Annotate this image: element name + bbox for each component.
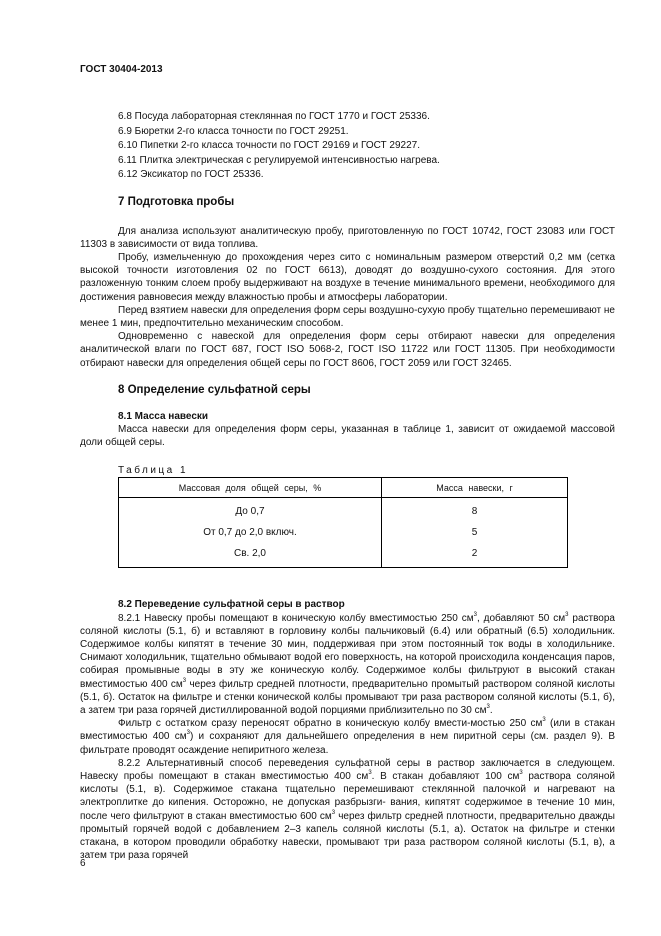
table-caption: Таблица 1 (118, 465, 189, 477)
list-item: 6.12 Эксикатор по ГОСТ 25336. (118, 169, 264, 180)
equipment-list (80, 110, 615, 183)
table-cell: 8 (382, 498, 568, 523)
section-7-paragraph-4: Одновременно с навеской для определения форм серы отбирают навески для определения аналитической влаги по ГОСТ 687, ГОСТ ISO 5068-2, ГОСТ ISO 11722 или ГОСТ 11305. При необходимости отбирают навески для определения общей серы по ГОСТ 8606, ГОСТ 2059 или ГОСТ 32465. (80, 331, 615, 369)
subsection-8-1-text: Масса навески для определения форм серы, указанная в таблице 1, зависит от ожидаемой массовой доли общей серы. (80, 423, 615, 449)
table-cell: Св. 2,0 (119, 543, 382, 568)
list-item: 6.11 Плитка электрическая с регулируемой интенсивностью нагрева. (118, 154, 440, 166)
table-row (119, 522, 568, 543)
section-7-paragraph-1: Для анализа используют аналитическую пробу, приготовленную по ГОСТ 10742, ГОСТ 23083 или ГОСТ 11303 в зависимости от вида топлива. (80, 225, 615, 250)
list-item: 6.8 Посуда лабораторная стеклянная по ГОСТ 1770 и ГОСТ 25336. (118, 111, 430, 122)
list-item: 6.9 Бюретки 2-го класса точности по ГОСТ 29251. (118, 125, 349, 137)
table-cell: 5 (382, 522, 568, 543)
table-header-cell: Масса навески, г (382, 478, 568, 498)
subsection-8-1-heading: 8.1 Масса навески (118, 410, 209, 422)
section-7-heading: 7 Подготовка пробы (118, 195, 235, 208)
page-number: 6 (80, 858, 86, 869)
paragraph-8-2-1: 8.2.1 Навеску пробы помещают в коническую колбу вместимостью 250 $см^3$, добавляют 50 $см^3$ раствора соляной кислоты (5.1, б) и вставляют в горловину колбы пальчиковый (6.4) или обратный (6.5) холодильник. Содержимое колбы кипятят в течение 30 мин, поддерживая при этом постоянный ток воды в холодильнике. Снимают холодильник, тщательно обмывают водой его поверхность, на которой происходила конденсация паров, собирая промывные воды в эту же коническую колбу. Содержимое колбы фильтруют в высокий стакан вместимостью 400 $см^3$ через фильтр средней плотности, предварительно промытый раствором соляной кислоты (5.1, б). Остаток на фильтре и стенки конической колбы промывают три раза раствором соляной кислоты (5.1, б), а затем три раза горячей дистиллированной водой порциями приблизительно по 30 $см^3$. (80, 611, 615, 716)
table-row (119, 543, 568, 568)
section-8-heading: 8 Определение сульфатной серы (118, 383, 311, 396)
section-7-paragraph-3: Перед взятием навески для определения форм серы воздушно-сухую пробу тщательно перемешивают не менее 1 мин, предпочтительно механическим способом. (80, 304, 615, 329)
table-header-cell: Массовая доля общей серы, % (119, 478, 382, 498)
table-header-row (119, 478, 568, 498)
table-1 (118, 477, 568, 568)
document-code-header: ГОСТ 30404-2013 (80, 64, 163, 75)
section-7-paragraph-2: Пробу, измельченную до прохождения через сито с номинальным размером отверстий 0,2 мм (сетка высокой точности изготовления 02 по ГОСТ 6613), доводят до воздушно-сухого состояния. Для этого разложенную тонким слоем пробу выдерживают на воздухе в течение минимального времени, необходимого для достижения равновесия между влажностью пробы и атмосферы лаборатории. (80, 251, 615, 303)
table-row (119, 498, 568, 523)
list-item: 6.10 Пипетки 2-го класса точности по ГОСТ 29169 и ГОСТ 29227. (118, 140, 421, 151)
paragraph-8-2-2: 8.2.2 Альтернативный способ переведения сульфатной серы в раствор заключается в следующем. Навеску пробы помещают в стакан вместимостью 400 $см^3$. В стакан добавляют 100 $см^3$ раствора соляной кислоты (5.1, в). Содержимое стакана тщательно перемешивают стеклянной палочкой и нагревают на электроплитке до кипения. Осторожно, не допуская разбрызги- вания, кипятят содержимое в течение 10 мин, после чего фильтруют в стакан вместимостью 600 $см^3$ через фильтр средней плотности, предварительно дважды промытый горячей водой с добавлением 2–3 капель соляной кислоты (5.1, а). Остаток на фильтре и стенки стакана, в котором проводили обработку навески, промывают три раза раствором соляной кислоты (5.1, в), а затем три раза горячей (80, 757, 615, 862)
page-content (80, 110, 615, 862)
table-cell: От 0,7 до 2,0 включ. (119, 522, 382, 543)
paragraph-8-2-1-continued: Фильтр с остатком сразу переносят обратно в коническую колбу вмести-мостью 250 $см^3$ (или в стакан вместимостью 400 $см^3$) и сохраняют для дальнейшего определения в нем пиритной серы (см. раздел 9). В фильтрате проводят осаждение непиритного железа. (80, 717, 615, 756)
table-cell: До 0,7 (119, 498, 382, 523)
table-cell: 2 (382, 543, 568, 568)
subsection-8-2-heading: 8.2 Переведение сульфатной серы в раствор (118, 599, 345, 611)
